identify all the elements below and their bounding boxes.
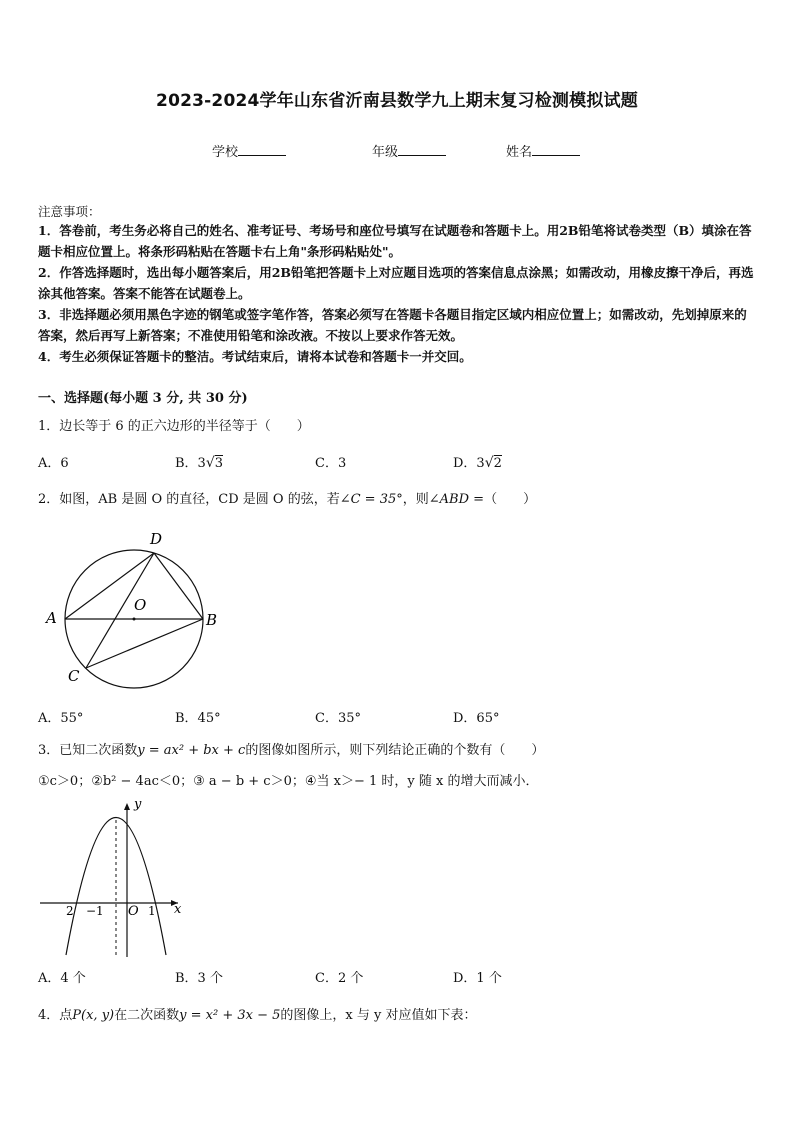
q4-function: y = x² + 3x − 5 [179,1008,281,1023]
q2-stem-a: 2．如图，AB 是圆 O 的直径，CD 是圆 O 的弦，若 [38,492,340,507]
q2-option-a: A．55° [38,711,84,726]
q1-option-c: C．3 [315,456,347,471]
school-field [212,141,286,160]
q3-option-c: C．2 个 [315,971,364,986]
segment-db [154,553,203,619]
grade-blank [398,143,446,156]
notice-item-1: 1．答卷前，考生务必将自己的姓名、准考证号、考场号和座位号填写在试题卷和答题卡上。用2B铅笔将试卷类型（B）填涂在答题卡相应位置上。将条形码粘贴在答题卡右上角"条形码粘贴处"。 [38,223,752,259]
q1-option-d-radicand: 2 [493,456,502,471]
q2-stem [38,488,536,507]
q3-parabola-graph [38,795,198,960]
q4-stem-a: 4．点 [38,1008,73,1023]
q4-stem-c: 的图像上，x 与 y 对应值如下表： [280,1008,477,1023]
notice-item-3: 3．非选择题必须用黑色字迹的钢笔或签字笔作答，答案必须写在答题卡各题目指定区域内相应位置上；如需改动，先划掉原来的答案，然后再写上新答案；不准使用铅笔和涂改液。不按以上要求作答无效。 [38,307,747,343]
label-minus-one: −1 [86,904,104,918]
q2-option-c: C．35° [315,711,361,726]
label-o: O [134,596,147,614]
q2-circle-figure [40,525,240,690]
q2-angle-abd: ∠ABD = [428,492,485,507]
q4-stem-b: 在二次函数 [114,1008,180,1023]
q1-option-b: B．3√3 [175,455,224,471]
q1-option-d: D．3√2 [453,455,502,471]
q1-option-a: A．6 [38,456,69,471]
label-d: D [150,530,163,548]
q3-function: y = ax² + bx + c [137,743,246,758]
label-c: C [68,667,80,685]
page-title: 2023-2024学年山东省沂南县数学九上期末复习检测模拟试题 [156,91,638,111]
label-minus-two: 2 [66,904,74,918]
grade-field [372,141,446,160]
label-x: x [174,902,182,917]
q4-stem [38,1004,476,1023]
label-one: 1 [148,904,156,918]
q1-option-b-radicand: 3 [214,456,224,471]
segment-cb [86,619,203,668]
q2-angle-c: ∠C = 35° [339,492,403,507]
name-blank [532,143,580,156]
q2-stem-c: （ ） [484,492,537,507]
center-point [133,618,136,621]
notice-heading: 注意事项： [38,204,101,219]
school-blank [238,143,286,156]
grade-label: 年级 [372,145,399,160]
notice-item-2: 2．作答选择题时，选出每小题答案后，用2B铅笔把答题卡上对应题目选项的答案信息点涂黑；如需改动，用橡皮擦干净后，再选涂其他答案。答案不能答在试题卷上。 [38,265,754,301]
y-axis-arrow [124,803,130,810]
school-label: 学校 [212,145,239,160]
q1-stem: 1．边长等于 6 的正六边形的半径等于（ ） [38,419,310,434]
q3-option-b: B．3 个 [175,971,223,986]
label-b: B [206,611,218,629]
q2-option-b: B．45° [175,711,221,726]
q3-option-d: D．1 个 [453,971,502,986]
notice-item-4: 4．考生必须保证答题卡的整洁。考试结束后，请将本试卷和答题卡一并交回。 [38,349,472,364]
label-origin: O [128,904,139,919]
q2-option-d: D．65° [453,711,500,726]
label-y: y [134,797,142,812]
label-a: A [46,609,57,627]
q3-stem-a: 3．已知二次函数 [38,743,138,758]
q2-stem-b: ，则 [402,492,429,507]
q3-stem-b: 的图像如图所示，则下列结论正确的个数有（ ） [245,743,545,758]
q1-option-d-prefix: D．3 [453,456,485,471]
q4-point: P(x, y) [72,1008,115,1023]
section-title: 一、选择题(每小题 3 分, 共 30 分) [38,391,248,406]
name-field [506,141,580,160]
q3-stem [38,739,544,758]
q1-option-b-prefix: B．3 [175,456,206,471]
name-label: 姓名 [506,145,533,160]
q3-option-a: A．4 个 [38,971,86,986]
q3-conditions: ①c＞0；②b² − 4ac＜0；③ a − b + c＞0；④当 x＞− 1 时，y 随 x 的增大而减小． [38,774,539,789]
